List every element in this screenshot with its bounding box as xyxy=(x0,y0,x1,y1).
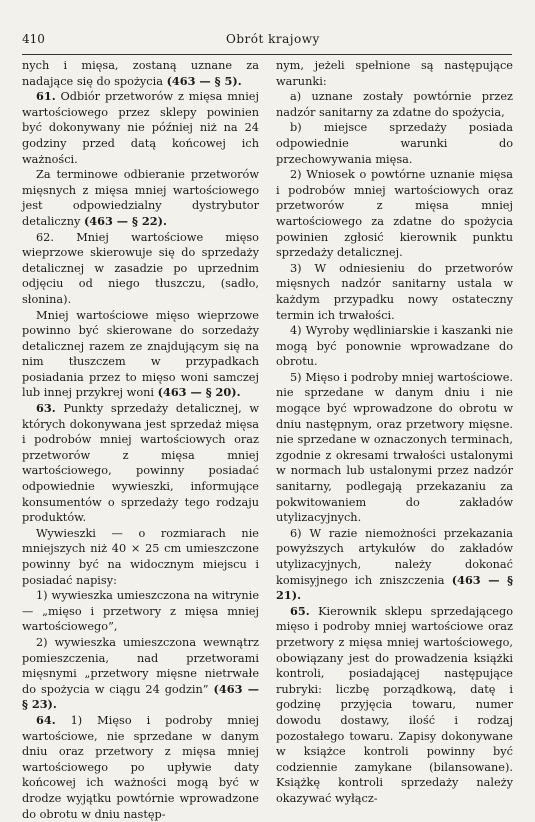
section-number: 64. xyxy=(36,712,56,727)
paragraph-p9: 2) wywieszka umieszczona wewnątrz pomieszczenia, nad przetworami mięsnymi „przetwory mięsne nietrwałe do spożycia w ciągu 24 godzin” (463 — § 23). xyxy=(22,635,260,712)
legal-reference: (463 — § 21). xyxy=(276,572,513,603)
paragraph-p8: 1) wywieszka umieszczona na witrynie — „mięso i przetwory z mięsa mniej wartościowego”, xyxy=(22,589,259,634)
section-number: 65. xyxy=(290,603,310,618)
paragraph-p5: Mniej wartościowe mięso wieprzowe powinno być skierowane do sorzedaży detalicznej razem ze znajdującym się na nim tłuszczem w przypadkach posiadania przez to mięso woni samczej lub innej przykrej woni (463 — § 20). xyxy=(22,308,259,400)
page-number: 410 xyxy=(22,32,45,46)
paragraph-p3: Za terminowe odbieranie przetworów mięsnych z mięsa mniej wartościowego jest odpowiedzialny dystrybutor detaliczny (463 — § 22). xyxy=(22,168,259,228)
paragraph-q9: 65. Kierownik sklepu sprzedającego mięso i podroby mniej wartościowe oraz przetwory z mięsa mniej wartościowego, obowiązany jest do prowadzenia książki kontroli, posiadającej następujące rubryki: liczbę porządkową, datę i godzinę przyjęcia towaru, numer dowodu dostawy, ilość i rodzaj pozostałego towaru. Zapisy dokonywane w książce kontroli powinny być codziennie zamykane (bilansowane). Książkę kontroli sprzedaży należy okazywać wyłącz- xyxy=(276,603,514,805)
paragraph-p1: nych i mięsa, zostaną uznane za nadające się do spożycia (463 — § 5). xyxy=(22,59,259,88)
running-title: Obrót krajowy xyxy=(226,32,320,46)
left-column xyxy=(22,58,259,822)
paragraph-q5: 3) W odniesieniu do przetworów mięsnych nadzór sanitarny ustala w każdym przypadku nowy ostateczny termin ich trwałości. xyxy=(276,261,513,322)
legal-reference: (463 — § 23). xyxy=(22,681,260,712)
section-number: 61. xyxy=(36,89,56,104)
paragraph-q6: 4) Wyroby wędliniarskie i kaszanki nie mogą być ponownie wprowadzane do obrotu. xyxy=(276,324,513,369)
paragraph-q4: 2) Wniosek o powtórne uznanie mięsa i podrobów mniej wartościowych oraz przetworów z mięsa mniej wartościowego za zdatne do spożycia powinien zgłosić kierownik punktu sprzedaży detalicznej. xyxy=(276,168,513,260)
section-number: 63. xyxy=(36,401,56,416)
paragraph-q1: nym, jeżeli spełnione są następujące warunki: xyxy=(276,59,513,88)
header-rule xyxy=(22,54,512,55)
right-column xyxy=(276,58,513,807)
paragraph-q8: 6) W razie niemożności przekazania powyższych artykułów do zakładów utylizacyjnych, należy dokonać komisyjnego ich zniszczenia (463 — § 21). xyxy=(276,526,513,603)
paragraph-p4: 62. Mniej wartościowe mięso wieprzowe skierowuje się do sprzedaży detalicznej w zasadzie po uprzednim odjęciu od niego tłuszczu, (sadło, słonina). xyxy=(22,230,259,306)
legal-reference: (463 — § 20). xyxy=(157,385,241,400)
paragraph-q2: a) uznane zostały powtórnie przez nadzór sanitarny za zdatne do spożycia, xyxy=(276,90,513,119)
paragraph-p7: Wywieszki — o rozmiarach nie mniejszych niż 40 ⨯ 25 cm umieszczone powinny być na widocznym miejscu i posiadać napisy: xyxy=(22,526,259,587)
paragraph-p10: 64. 1) Mięso i podroby mniej wartościowe, nie sprzedane w danym dniu oraz przetwory z mięsa mniej wartościowego po upływie daty końcowej ich ważności mogą być w drodze wyjątku powtórnie wprowadzone do obrotu w dniu następ- xyxy=(22,712,260,821)
page-header xyxy=(22,32,513,50)
paragraph-q7: 5) Mięso i podroby mniej wartościowe. nie sprzedane w danym dniu i nie mogące być wprowadzone do obrotu w dniu następnym, oraz przetwory mięsne. nie sprzedane w oznaczonych terminach, zgodnie z okresami trwałości ustalonymi w normach lub ustalonymi przez nadzór sanitarny, podlegają przekazaniu za pokwitowaniem do zakładów utylizacyjnych. xyxy=(276,370,513,525)
paragraph-q3: b) miejsce sprzedaży posiada odpowiednie warunki do przechowywania mięsa. xyxy=(276,121,513,166)
legal-reference: (463 — § 22). xyxy=(83,213,167,228)
legal-reference: (463 — § 5). xyxy=(166,73,242,88)
paragraph-p6: 63. Punkty sprzedaży detalicznej, w których dokonywana jest sprzedaż mięsa i podrobów mniej wartościowych oraz przetworów z mięsa mniej wartościowego, powinny posiadać odpowiednie wywieszki, informujące konsumentów o sprzedaży tego rodzaju produktów. xyxy=(22,401,260,525)
paragraph-p2: 61. Odbiór przetworów z mięsa mniej wartościowego przez sklepy powinien być dokonywany nie później niż na 24 godziny przed datą końcowej ich ważności. xyxy=(22,89,259,166)
